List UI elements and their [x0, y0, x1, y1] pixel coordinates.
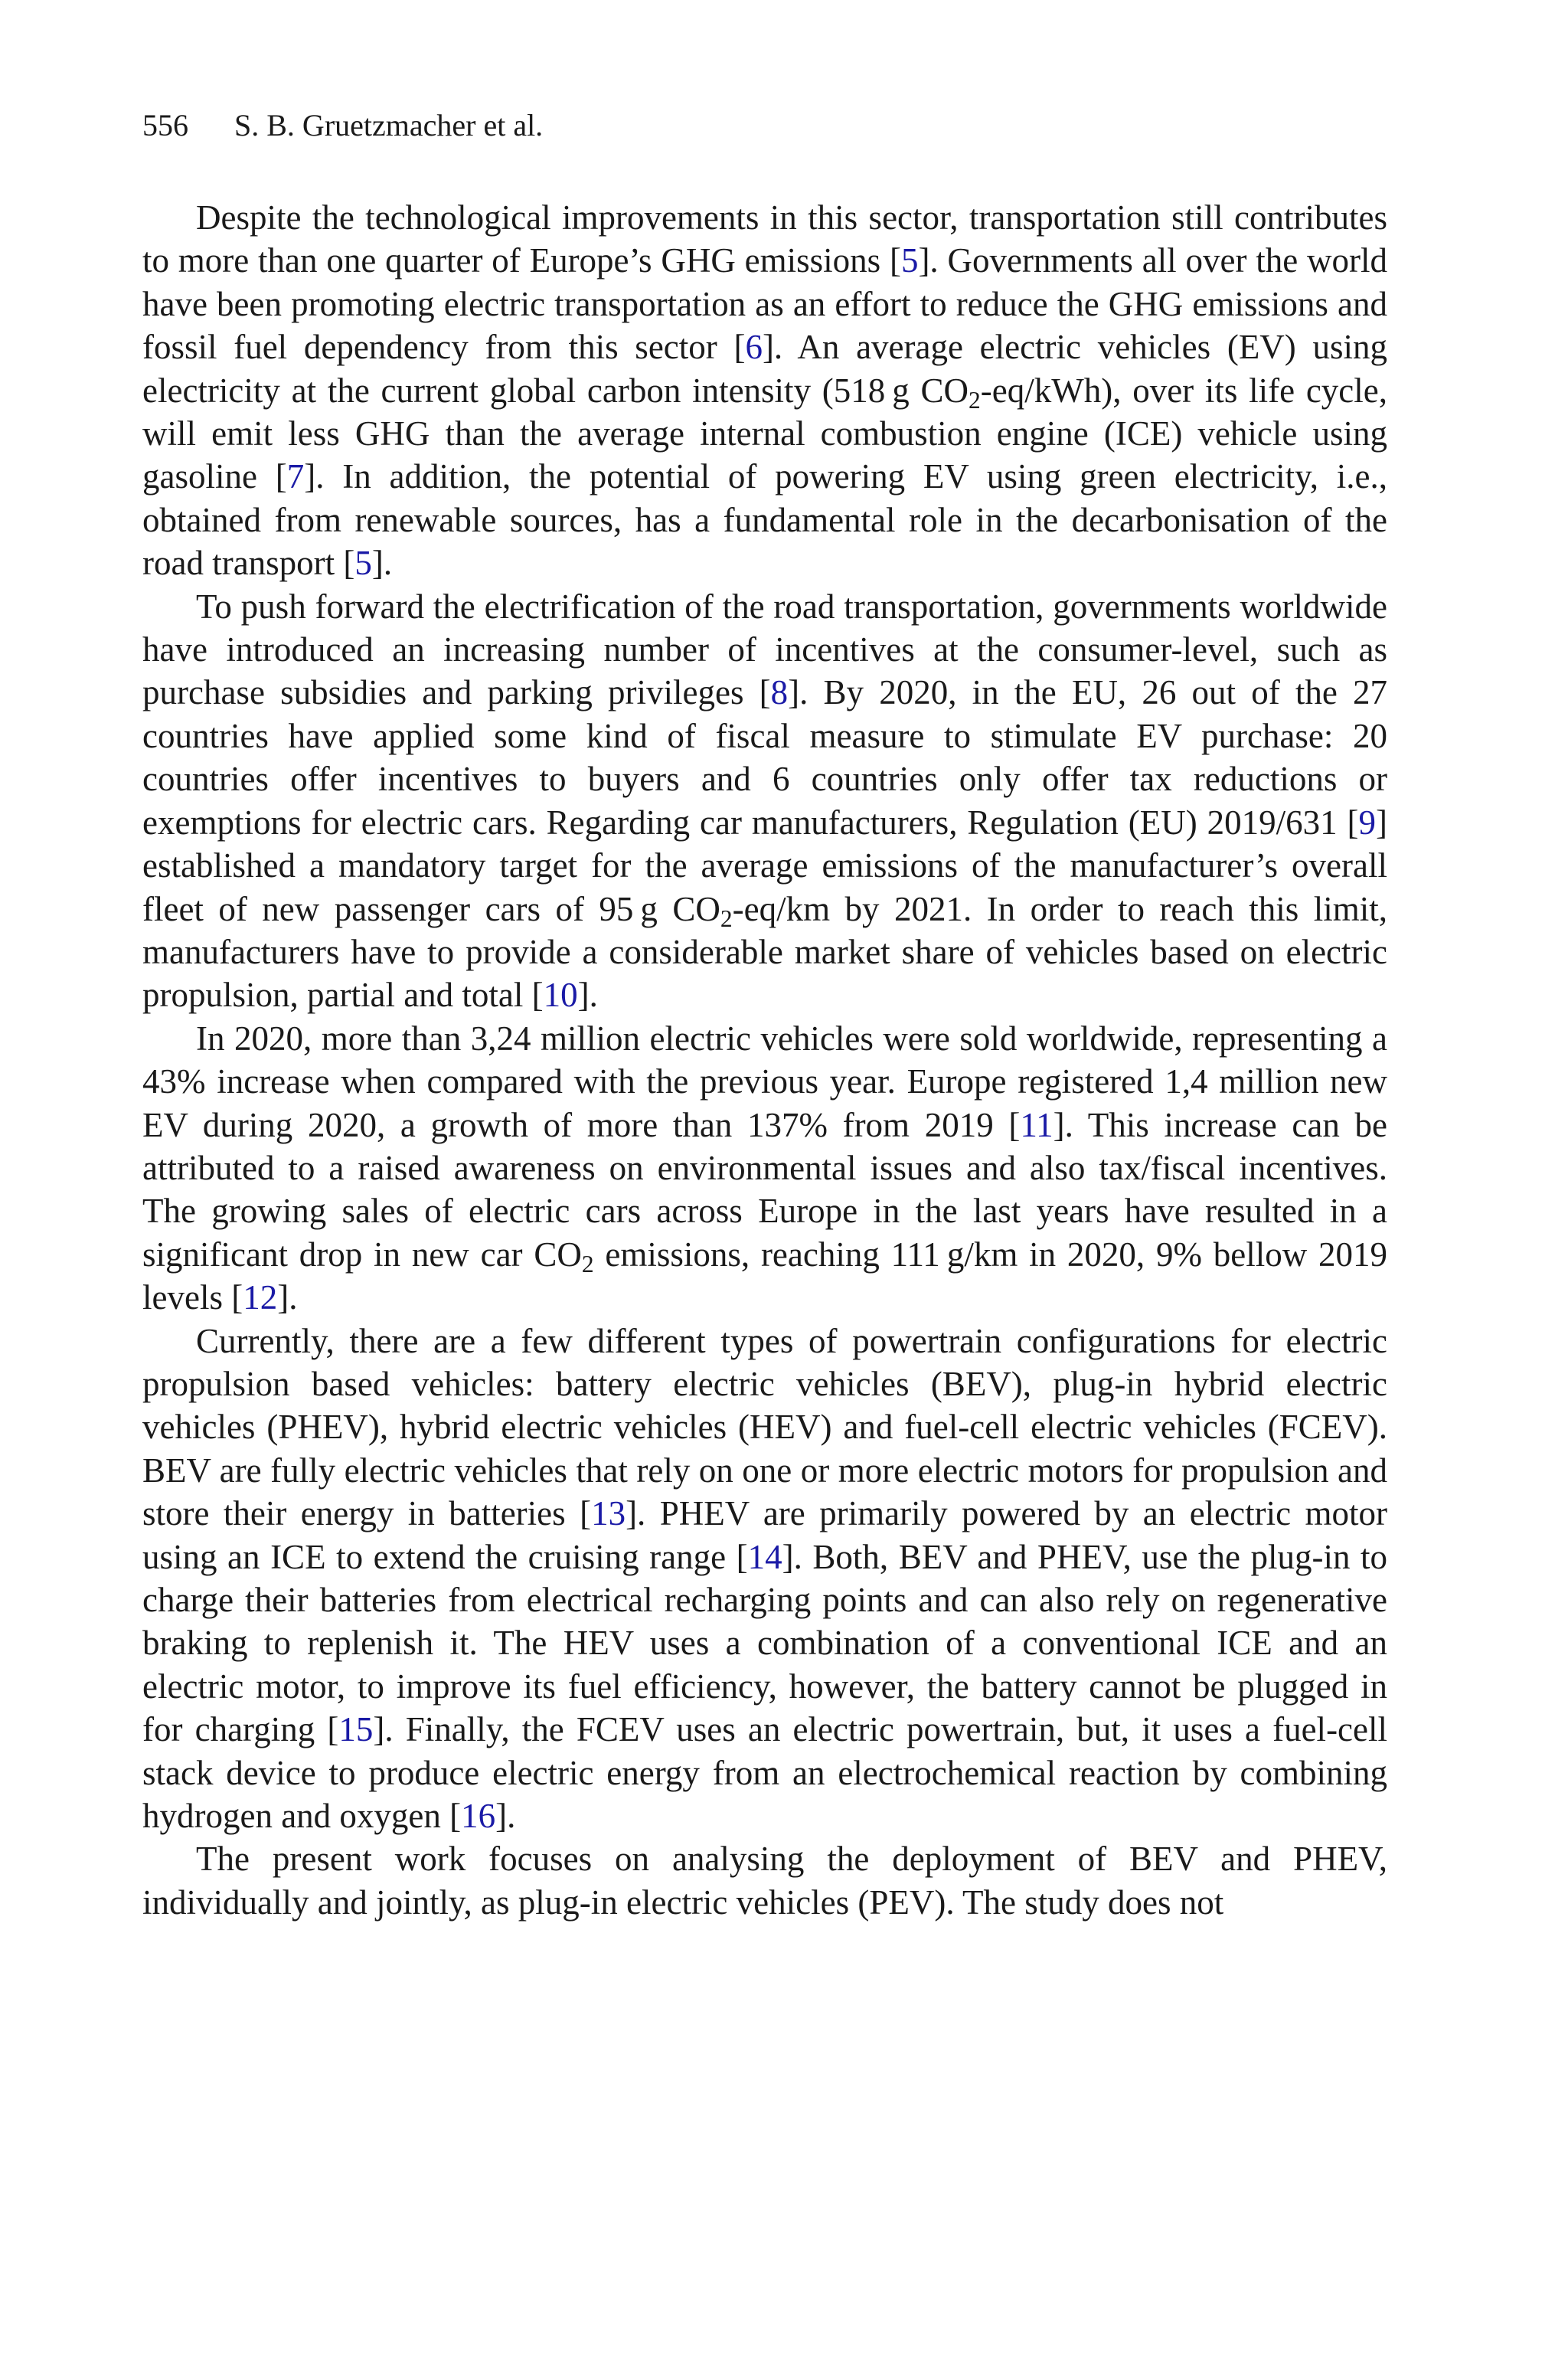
- citation-link[interactable]: 7: [286, 457, 305, 496]
- running-head-authors: S. B. Gruetzmacher et al.: [234, 108, 544, 142]
- text-run: In 2020, more than 3,24 million electric vehicles were sold worldwide, representing a 43% increase when compared with the previous year. Europe registered 1,4 million new EV during 2020, a growth of more than 137% from 2019 [: [142, 1019, 1387, 1144]
- text-run: -eq/km by 2021. In order to reach this limit, manufacturers have to provide a considerable market share of vehicles based on electric propulsion, partial and total [: [142, 889, 1387, 1015]
- text-run: ]. PHEV are primarily powered by an electric motor using an ICE to extend the cruising range [: [142, 1494, 1387, 1576]
- text-run: ]. In addition, the potential of powering EV using green electricity, i.e., obtained from renewable sources, has a fundamental role in the decarbonisation of the road transport [: [142, 457, 1388, 583]
- text-run: To push forward the electrification of the road transportation, governments worldwide have introduced an increasing number of incentives at the consumer-level, such as purchase subsidies and parking privileges [: [142, 587, 1387, 712]
- subscript: 2: [581, 1250, 594, 1277]
- citation-link[interactable]: 5: [354, 544, 372, 583]
- text-run: -eq/kWh), over its life cycle, will emit less GHG than the average internal combustion engine (ICE) vehicle using gasoline [: [142, 371, 1388, 496]
- text-run: ]. This increase can be attributed to a raised awareness on environmental issues and also tax/fiscal incentives. The growing sales of electric cars across Europe in the last years have resulted in a significant drop in new car CO: [142, 1105, 1387, 1274]
- citation-link[interactable]: 16: [461, 1797, 496, 1836]
- text-run: ].: [577, 976, 598, 1015]
- citation-link[interactable]: 14: [747, 1537, 782, 1576]
- body-text: [142, 196, 1387, 1924]
- text-run: emissions, reaching 111 g/km in 2020, 9% bellow 2019 levels [: [142, 1235, 1388, 1317]
- text-run: ]. Governments all over the world have been promoting electric transportation as an effort to reduce the GHG emissions and fossil fuel dependency from this sector [: [142, 241, 1387, 367]
- paragraph-present-work: [142, 1837, 1387, 1924]
- text-run: ]. Both, BEV and PHEV, use the plug-in to charge their batteries from electrical recharging points and can also rely on regenerative braking to replenish it. The HEV uses a combination of a conventional ICE and an electric motor, to improve its fuel efficiency, however, the battery cannot be plugged in for charging [: [142, 1537, 1387, 1749]
- citation-link[interactable]: 10: [543, 976, 578, 1015]
- citation-link[interactable]: 11: [1020, 1105, 1054, 1144]
- citation-link[interactable]: 8: [770, 673, 789, 712]
- text-run: ]. By 2020, in the EU, 26 out of the 27 countries have applied some kind of fiscal measure to stimulate EV purchase: 20 countries offer incentives to buyers and 6 countries only offer tax reductions or exemptions for electric cars. Regarding car manufacturers, Regulation (EU) 2019/631 [: [142, 673, 1387, 842]
- text-run: ].: [277, 1278, 298, 1317]
- paragraph-incentives: [142, 585, 1387, 1017]
- citation-link[interactable]: 5: [900, 241, 919, 280]
- text-run: ]. An average electric vehicles (EV) using electricity at the current global carbon intensity (518 g CO: [142, 328, 1387, 410]
- citation-link[interactable]: 9: [1358, 803, 1376, 842]
- text-run: ].: [371, 544, 393, 583]
- citation-link[interactable]: 6: [745, 328, 763, 367]
- text-run: ]. Finally, the FCEV uses an electric powertrain, but, it uses a fuel-cell stack device to produce electric energy from an electrochemical reaction by combining hydrogen and oxygen [: [142, 1710, 1387, 1836]
- paragraph-ghg-emissions: [142, 196, 1387, 585]
- running-head: [142, 107, 543, 144]
- subscript: 2: [720, 904, 733, 932]
- text-run: ].: [495, 1797, 516, 1836]
- text-run: ] established a mandatory target for the average emissions of the manufacturer’s overall fleet of new passenger cars of 95 g CO: [142, 803, 1387, 928]
- text-run: Currently, there are a few different types of powertrain configurations for electric propulsion based vehicles: battery electric vehicles (BEV), plug-in hybrid electric vehicles (PHEV), hybrid electric vehicles (HEV) and fuel-cell electric vehicles (FCEV). BEV are fully electric vehicles that rely on one or more electric motors for propulsion and store their energy in batteries [: [142, 1321, 1387, 1533]
- text-run: The present work focuses on analysing the deployment of BEV and PHEV, individually and jointly, as plug-in electric vehicles (PEV). The study does not: [142, 1840, 1387, 1922]
- page-number: 556: [142, 108, 188, 142]
- paragraph-powertrain-types: [142, 1320, 1387, 1838]
- paragraph-ev-sales: [142, 1017, 1387, 1320]
- citation-link[interactable]: 15: [338, 1710, 374, 1749]
- subscript: 2: [969, 386, 981, 414]
- citation-link[interactable]: 12: [243, 1278, 278, 1317]
- citation-link[interactable]: 13: [591, 1494, 626, 1533]
- text-run: Despite the technological improvements in this sector, transportation still contributes to more than one quarter of Europe’s GHG emissions [: [142, 198, 1387, 280]
